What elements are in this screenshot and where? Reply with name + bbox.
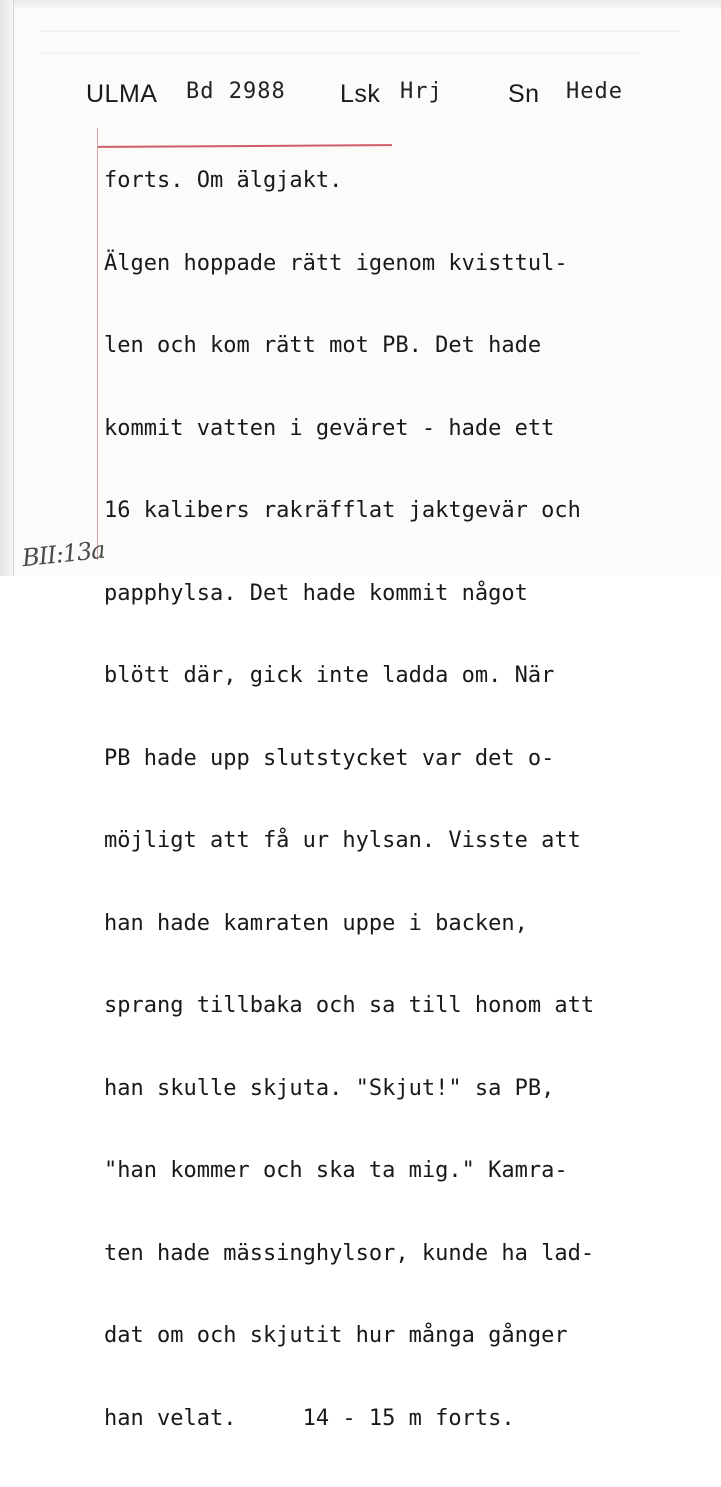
text-line: 16 kalibers rakräfflat jaktgevär och <box>104 498 581 523</box>
parish-value: Hede <box>566 79 623 104</box>
typed-record-text <box>104 112 594 1487</box>
county-label: Lsk <box>340 80 381 108</box>
volume-number: Bd 2988 <box>186 79 286 104</box>
text-line: han hade kamraten uppe i backen, <box>104 910 528 936</box>
card-left-edge <box>0 0 14 576</box>
bleed-through-line <box>40 30 680 32</box>
handwritten-signum: BII:13a <box>20 535 106 573</box>
archive-label: ULMA <box>86 80 158 108</box>
county-value: Hrj <box>400 79 443 104</box>
text-line: han velat. 14 - 15 m forts. <box>104 1405 515 1431</box>
text-line: len och kom rätt mot PB. Det hade <box>104 333 542 358</box>
text-line: PB hade upp slutstycket var det o- <box>104 745 555 771</box>
text-line: blött där, gick inte ladda om. När <box>104 663 555 688</box>
bleed-through-line <box>40 52 640 54</box>
card-left-rule <box>13 0 14 576</box>
text-line: möjligt att få ur hylsan. Visste att <box>104 828 581 853</box>
card-top-edge <box>0 0 721 9</box>
text-line: kommit vatten i geväret - hade ett <box>104 415 555 441</box>
text-line: "han kommer och ska ta mig." Kamra- <box>104 1158 568 1183</box>
text-line: han skulle skjuta. "Skjut!" sa PB, <box>104 1075 555 1101</box>
parish-label: Sn <box>508 80 540 108</box>
margin-rule <box>97 128 98 560</box>
text-line: Älgen hoppade rätt igenom kvisttul- <box>104 250 568 276</box>
text-line-subject: forts. Om älgjakt. <box>104 168 343 193</box>
text-line: sprang tillbaka och sa till honom att <box>104 993 595 1018</box>
text-line: papphylsa. Det hade kommit något <box>104 580 528 606</box>
text-line: dat om och skjutit hur många gånger <box>104 1323 568 1348</box>
text-line: ten hade mässinghylsor, kunde ha lad- <box>104 1240 595 1266</box>
